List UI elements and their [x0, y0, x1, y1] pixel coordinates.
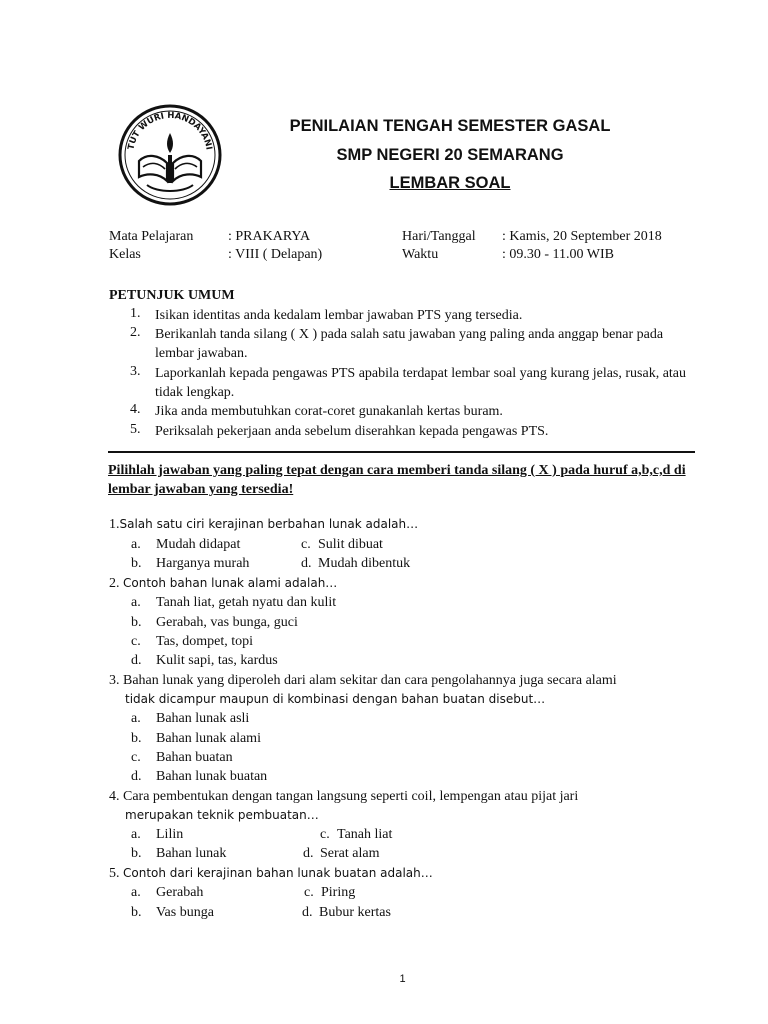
option-text: Mudah dibentuk	[318, 556, 411, 571]
option-label: b.	[131, 731, 142, 746]
answer-instruction: Pilihlah jawaban yang paling tepat dengan cara memberi tanda silang ( X ) pada huruf a,b,c,d di lembar jawaban yang tersedia!	[108, 463, 686, 497]
question-text: Contoh dari kerajinan bahan lunak buatan adalah…	[123, 866, 433, 880]
option-label: a.	[131, 537, 141, 552]
instruction-number: 3.	[130, 364, 141, 379]
option-label: c.	[320, 827, 330, 842]
option-label: d.	[301, 556, 312, 571]
option-label: c.	[301, 537, 311, 552]
instruction-text: Jika anda membutuhkan corat-coret gunakanlah kertas buram.	[155, 404, 503, 419]
option-text: Bahan lunak alami	[156, 731, 261, 746]
question-text: Contoh bahan lunak alami adalah…	[123, 576, 338, 590]
section-divider	[108, 451, 695, 453]
option-text: Tanah liat	[337, 827, 393, 842]
subject-value: : PRAKARYA	[228, 229, 311, 244]
subject-label: Mata Pelajaran	[109, 229, 194, 244]
option-text: Harganya murah	[156, 556, 250, 571]
option-text: Vas bunga	[156, 905, 214, 920]
date-value: : Kamis, 20 September 2018	[502, 229, 662, 244]
option-label: a.	[131, 711, 141, 726]
instruction-text: Periksalah pekerjaan anda sebelum diserahkan kepada pengawas PTS.	[155, 424, 549, 439]
question-number: 2.	[109, 576, 120, 591]
question-4: 4. Cara pembentukan dengan tangan langsung seperti coil, lempengan atau pijat jari	[109, 789, 579, 804]
option-text: Tas, dompet, topi	[156, 634, 254, 649]
option-text: Bahan lunak asli	[156, 711, 250, 726]
question-number: 1.	[109, 517, 120, 532]
instruction-text: Berikanlah tanda silang ( X ) pada salah satu jawaban yang paling anda anggap benar pada lembar jawaban.	[155, 327, 664, 361]
instruction-text: Laporkanlah kepada pengawas PTS apabila terdapat lembar soal yang kurang jelas, rusak, atau tidak lengkap.	[155, 366, 687, 400]
page-number: 1	[399, 973, 406, 985]
general-instructions-title: PETUNJUK UMUM	[109, 288, 235, 303]
option-label: d.	[131, 653, 142, 668]
option-text: Gerabah	[156, 885, 204, 900]
class-label: Kelas	[109, 247, 141, 262]
option-label: d.	[303, 846, 314, 861]
time-label: Waktu	[402, 247, 439, 262]
option-label: b.	[131, 846, 142, 861]
question-text: merupakan teknik pembuatan…	[125, 808, 319, 822]
question-1	[109, 517, 418, 533]
option-label: d.	[131, 769, 142, 784]
option-text: Lilin	[156, 827, 184, 842]
option-label: a.	[131, 827, 141, 842]
option-text: Mudah didapat	[156, 537, 241, 552]
instruction-number: 4.	[130, 402, 141, 417]
question-number: 5.	[109, 866, 120, 881]
option-text: Serat alam	[320, 846, 380, 861]
instruction-number: 2.	[130, 325, 141, 340]
question-text: tidak dicampur maupun di kombinasi dengan bahan buatan disebut…	[125, 692, 546, 706]
option-label: b.	[131, 615, 142, 630]
option-label: b.	[131, 905, 142, 920]
option-label: c.	[304, 885, 314, 900]
option-label: a.	[131, 595, 141, 610]
date-label: Hari/Tanggal	[402, 229, 476, 244]
instruction-number: 1.	[130, 306, 141, 321]
option-text: Sulit dibuat	[318, 537, 383, 552]
option-label: c.	[131, 634, 141, 649]
option-text: Gerabah, vas bunga, guci	[156, 615, 298, 630]
question-3-continuation	[125, 692, 545, 708]
header-exam-title: PENILAIAN TENGAH SEMESTER GASAL	[289, 117, 611, 135]
tut-wuri-handayani-logo	[117, 103, 223, 207]
time-value: : 09.30 - 11.00 WIB	[502, 247, 614, 262]
header-sheet-title: LEMBAR SOAL	[389, 174, 511, 192]
option-text: Tanah liat, getah nyatu dan kulit	[156, 595, 337, 610]
instruction-number: 5.	[130, 422, 141, 437]
option-label: b.	[131, 556, 142, 571]
question-text: Salah satu ciri kerajinan berbahan lunak adalah…	[119, 517, 419, 531]
header-school-name: SMP NEGERI 20 SEMARANG	[336, 146, 564, 164]
option-text: Piring	[321, 885, 356, 900]
question-3: 3. Bahan lunak yang diperoleh dari alam sekitar dan cara pengolahannya juga secara alami	[109, 673, 617, 688]
logo-ring-text: TUT WURI HANDAYANI	[126, 110, 214, 151]
question-2	[109, 576, 337, 592]
option-text: Bubur kertas	[319, 905, 391, 920]
option-text: Bahan lunak	[156, 846, 227, 861]
option-label: d.	[302, 905, 313, 920]
option-text: Bahan buatan	[156, 750, 233, 765]
option-label: a.	[131, 885, 141, 900]
question-5	[109, 866, 433, 882]
option-text: Kulit sapi, tas, kardus	[156, 653, 278, 668]
class-value: : VIII ( Delapan)	[228, 247, 323, 262]
option-label: c.	[131, 750, 141, 765]
question-4-continuation	[125, 808, 319, 824]
option-text: Bahan lunak buatan	[156, 769, 268, 784]
instruction-text: Isikan identitas anda kedalam lembar jawaban PTS yang tersedia.	[155, 308, 523, 323]
